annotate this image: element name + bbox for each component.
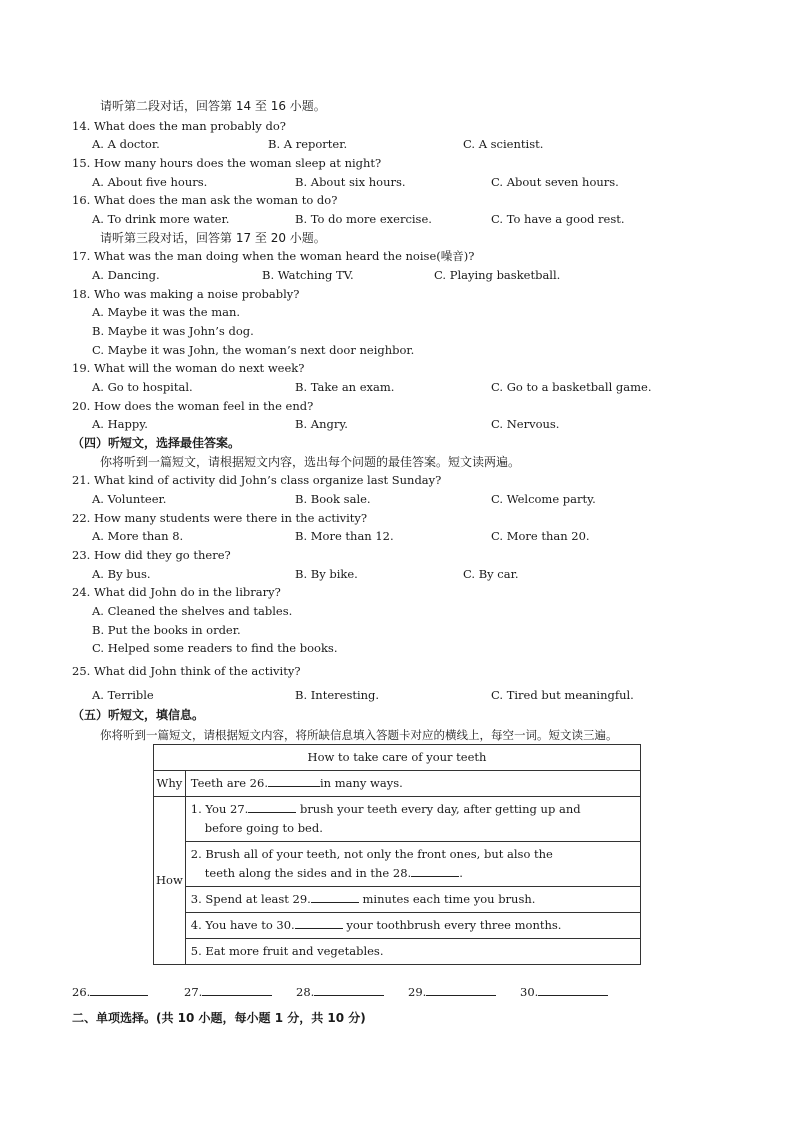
answer-27-label: 27.	[184, 985, 203, 999]
question-21-option-c: C. Welcome party.	[491, 492, 596, 506]
question-20-option-b: B. Angry.	[295, 417, 348, 431]
question-23-option-a: A. By bus.	[92, 567, 151, 581]
question-24-option-a: A. Cleaned the shelves and tables.	[92, 604, 293, 618]
answer-29-line	[426, 983, 496, 996]
question-16-option-a: A. To drink more water.	[92, 212, 230, 226]
how-item-3	[185, 887, 640, 913]
how2-text-a: 2. Brush all of your teeth, not only the front ones, but also the	[190, 847, 553, 861]
question-21-stem: 21. What kind of activity did John’s class organize last Sunday?	[72, 473, 442, 487]
how-item-5: 5. Eat more fruit and vegetables.	[185, 939, 640, 965]
part4-intro: 你将听到一篇短文，请根据短文内容，选出每个问题的最佳答案。短文读两遍。	[100, 455, 521, 469]
blank-30	[295, 916, 343, 929]
table-row-how-1	[154, 797, 641, 842]
table-row-why	[154, 771, 641, 797]
answer-27	[184, 983, 272, 999]
question-16-stem: 16. What does the man ask the woman to do?	[72, 193, 338, 207]
how1-text-a: 1. You 27.	[190, 802, 249, 816]
question-16-option-b: B. To do more exercise.	[295, 212, 432, 226]
why-text-a: Teeth are 26.	[190, 776, 268, 790]
why-label: Why	[154, 771, 186, 797]
answer-27-line	[202, 983, 272, 996]
question-19-option-b: B. Take an exam.	[295, 380, 395, 394]
table-row-how-4	[154, 913, 641, 939]
answer-26-label: 26.	[72, 985, 91, 999]
question-21-option-b: B. Book sale.	[295, 492, 371, 506]
how-item-2	[185, 842, 640, 887]
blank-29	[311, 890, 359, 903]
question-14-stem: 14. What does the man probably do?	[72, 119, 286, 133]
question-24-stem: 24. What did John do in the library?	[72, 585, 281, 599]
part5-title: （五）听短文，填信息。	[72, 708, 205, 722]
question-18-stem: 18. Who was making a noise probably?	[72, 287, 300, 301]
section3-intro: 请听第三段对话，回答第 17 至 20 小题。	[100, 231, 326, 245]
question-21-option-a: A. Volunteer.	[92, 492, 167, 506]
question-20-stem: 20. How does the woman feel in the end?	[72, 399, 314, 413]
question-14-option-b: B. A reporter.	[268, 137, 348, 151]
question-22-option-c: C. More than 20.	[491, 529, 590, 543]
question-17-option-b: B. Watching TV.	[262, 268, 354, 282]
how-item-4	[185, 913, 640, 939]
table-row-how-2	[154, 842, 641, 887]
how1-text-b: brush your teeth every day, after getting up and	[296, 802, 581, 816]
question-16-option-c: C. To have a good rest.	[491, 212, 625, 226]
answer-28-line	[314, 983, 384, 996]
question-23-option-c: C. By car.	[463, 567, 519, 581]
question-25-option-a: A. Terrible	[92, 688, 154, 702]
why-text-b: in many ways.	[319, 776, 403, 790]
table-row-how-3	[154, 887, 641, 913]
question-17-option-c: C. Playing basketball.	[434, 268, 561, 282]
question-18-option-b: B. Maybe it was John’s dog.	[92, 324, 254, 338]
question-20-option-a: A. Happy.	[92, 417, 148, 431]
how3-text-a: 3. Spend at least 29.	[190, 892, 311, 906]
how1-text-c: before going to bed.	[204, 821, 323, 835]
answer-28	[296, 983, 384, 999]
answer-30	[520, 983, 608, 999]
how2-text-b: teeth along the sides and in the 28.	[204, 866, 412, 880]
why-cell	[185, 771, 640, 797]
question-19-option-c: C. Go to a basketball game.	[491, 380, 652, 394]
question-25-option-c: C. Tired but meaningful.	[491, 688, 634, 702]
part4-title: （四）听短文，选择最佳答案。	[72, 436, 241, 450]
part5-intro: 你将听到一篇短文，请根据短文内容，将所缺信息填入答题卡对应的横线上，每空一词。短文读三遍。	[100, 728, 618, 742]
section2-intro: 请听第二段对话，回答第 14 至 16 小题。	[100, 99, 326, 113]
question-23-stem: 23. How did they go there?	[72, 548, 231, 562]
question-17-option-a: A. Dancing.	[92, 268, 160, 282]
table-row-how-5	[154, 939, 641, 965]
answer-30-line	[538, 983, 608, 996]
teeth-care-table	[153, 744, 641, 965]
table-title: How to take care of your teeth	[154, 745, 641, 771]
question-22-option-a: A. More than 8.	[92, 529, 184, 543]
answer-29	[408, 983, 496, 999]
question-19-option-a: A. Go to hospital.	[92, 380, 193, 394]
how4-text-b: your toothbrush every three months.	[342, 918, 562, 932]
question-23-option-b: B. By bike.	[295, 567, 358, 581]
question-15-stem: 15. How many hours does the woman sleep at night?	[72, 156, 382, 170]
question-15-option-b: B. About six hours.	[295, 175, 406, 189]
blank-28	[411, 864, 459, 877]
answer-28-label: 28.	[296, 985, 315, 999]
how-item-1	[185, 797, 640, 842]
question-14-option-c: C. A scientist.	[463, 137, 544, 151]
question-20-option-c: C. Nervous.	[491, 417, 560, 431]
question-15-option-c: C. About seven hours.	[491, 175, 619, 189]
how4-text-a: 4. You have to 30.	[190, 918, 295, 932]
how-label: How	[154, 797, 186, 965]
table-title-row	[154, 745, 641, 771]
question-24-option-c: C. Helped some readers to find the books.	[92, 641, 338, 655]
question-24-option-b: B. Put the books in order.	[92, 623, 241, 637]
part2-heading: 二、单项选择。(共 10 小题，每小题 1 分，共 10 分)	[72, 1011, 366, 1025]
question-18-option-c: C. Maybe it was John, the woman’s next door neighbor.	[92, 343, 415, 357]
how3-text-b: minutes each time you brush.	[358, 892, 536, 906]
question-19-stem: 19. What will the woman do next week?	[72, 361, 305, 375]
answer-26-line	[90, 983, 148, 996]
blank-27	[248, 800, 296, 813]
answer-30-label: 30.	[520, 985, 539, 999]
how2-text-c: .	[459, 866, 463, 880]
question-25-option-b: B. Interesting.	[295, 688, 380, 702]
question-15-option-a: A. About five hours.	[92, 175, 208, 189]
blank-26	[268, 774, 320, 787]
question-17-stem: 17. What was the man doing when the woman heard the noise(噪音)?	[72, 249, 475, 263]
question-18-option-a: A. Maybe it was the man.	[92, 305, 241, 319]
question-22-stem: 22. How many students were there in the activity?	[72, 511, 368, 525]
answer-29-label: 29.	[408, 985, 427, 999]
question-22-option-b: B. More than 12.	[295, 529, 394, 543]
question-14-option-a: A. A doctor.	[92, 137, 160, 151]
question-25-stem: 25. What did John think of the activity?	[72, 664, 301, 678]
answer-26	[72, 983, 148, 999]
